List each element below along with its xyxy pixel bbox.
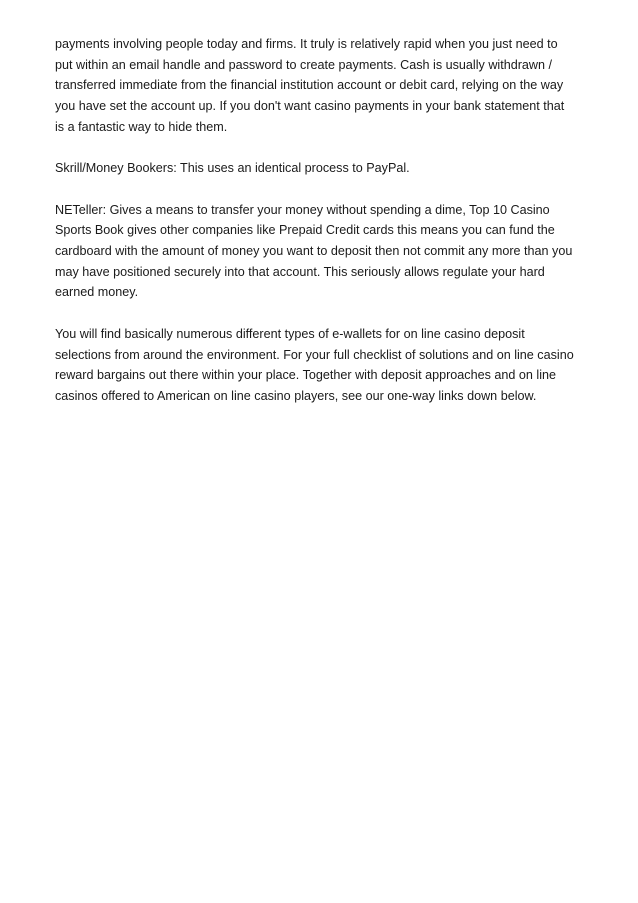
paragraph-payments-intro xyxy=(55,34,595,138)
paragraph-line: payments involving people today and firms. It truly is relatively rapid when you just need to xyxy=(55,37,558,51)
paragraph-line: casinos offered to American on line casino players, see our one-way links down below. xyxy=(55,388,537,403)
paragraph-line: Skrill/Money Bookers: This uses an identical process to PayPal. xyxy=(55,161,410,176)
document-body xyxy=(55,34,595,427)
paragraph-line: may have positioned securely into that account. This seriously allows regulate your hard xyxy=(55,264,545,279)
paragraph-line: NETeller: Gives a means to transfer your money without spending a dime, Top 10 Casino xyxy=(55,202,550,217)
paragraph-line: put within an email handle and password to create payments. Cash is usually withdrawn / xyxy=(55,57,553,72)
paragraph-line: selections from around the environment. For your full checklist of solutions and on line casino xyxy=(55,347,574,362)
paragraph-line: earned money. xyxy=(55,285,139,300)
paragraph-line: you have set the account up. If you don't want casino payments in your bank statement that xyxy=(55,99,565,114)
paragraph-line: Sports Book gives other companies like Prepaid Credit cards this means you can fund the xyxy=(55,223,555,238)
paragraph-neteller xyxy=(55,200,595,304)
paragraph-line: You will find basically numerous different types of e-wallets for on line casino deposit xyxy=(55,326,525,341)
paragraph-line: reward bargains out there within your place. Together with deposit approaches and on line xyxy=(55,368,557,383)
paragraph-line: is a fantastic way to hide them. xyxy=(55,119,228,134)
paragraph-line: cardboard with the amount of money you want to deposit then not commit any more than you xyxy=(55,244,573,258)
paragraph-skrill xyxy=(55,158,595,179)
paragraph-line: transferred immediate from the financial institution account or debit card, relying on the way xyxy=(55,78,564,93)
paragraph-ewallets xyxy=(55,324,595,407)
